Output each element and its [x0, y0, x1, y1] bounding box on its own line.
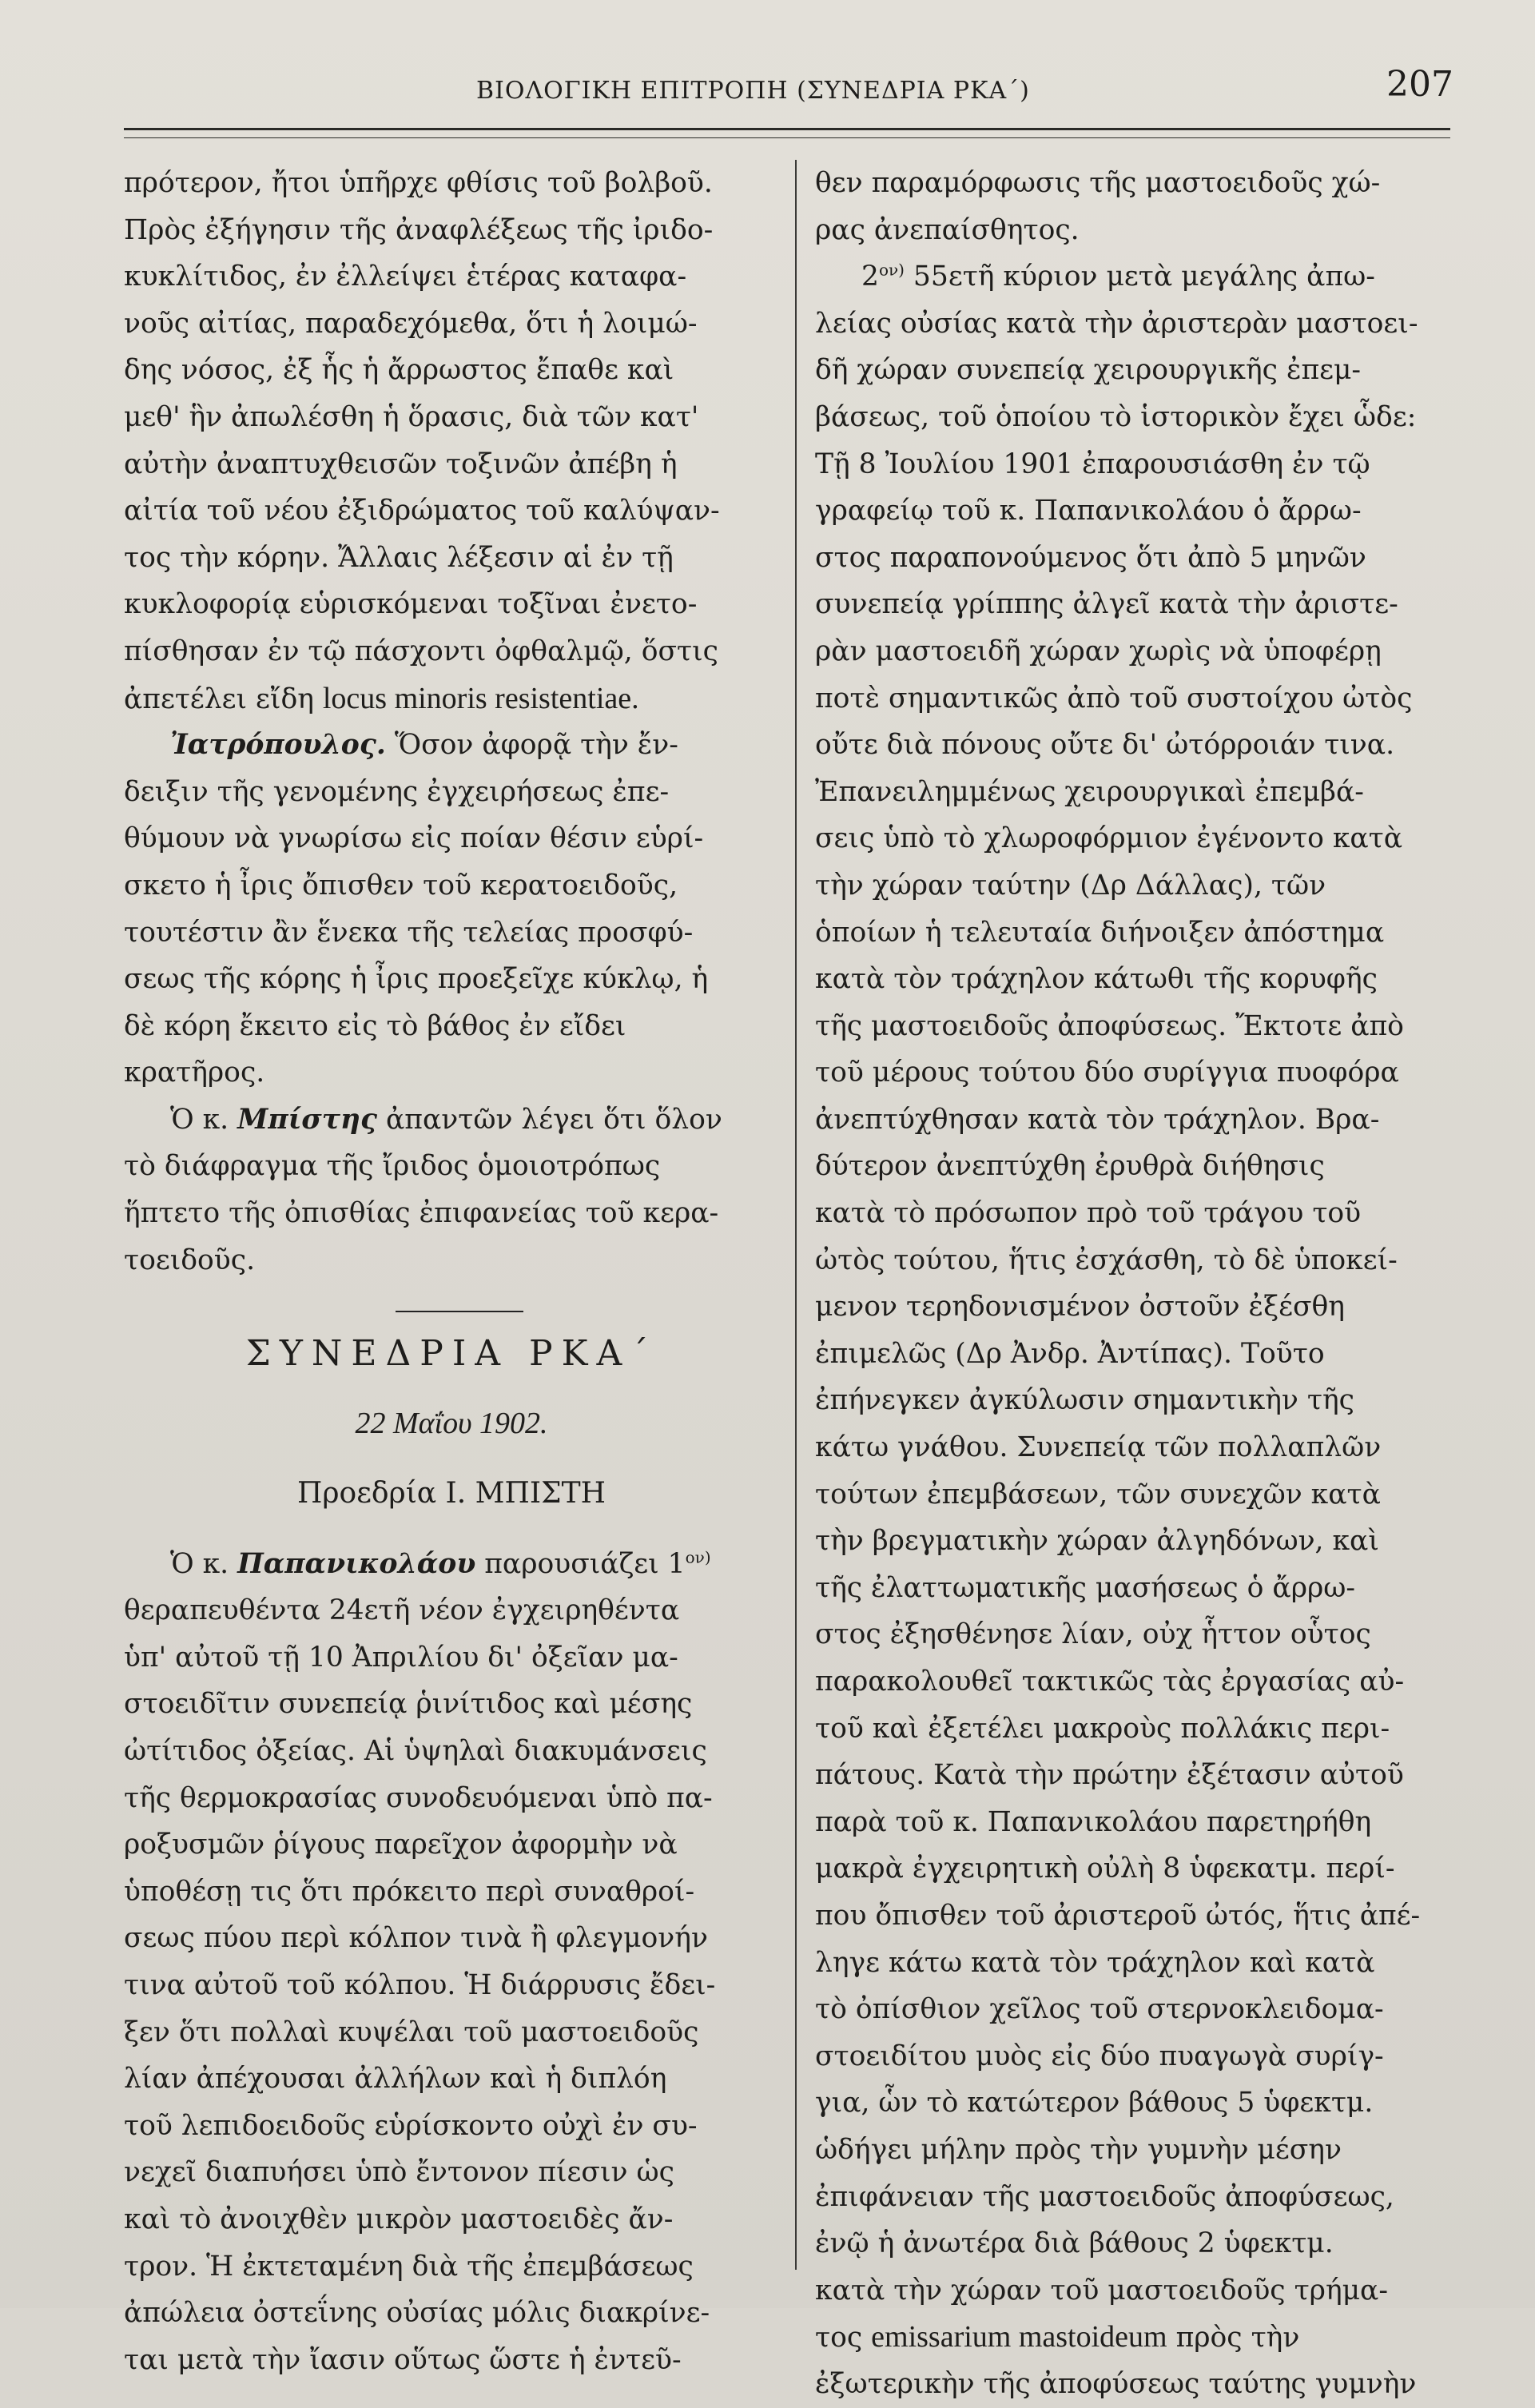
text-line: τοῦ καὶ ἐξετέλει μακροὺς πολλάκις περι-	[815, 1712, 1390, 1745]
text-line: Ἐπανειλημμένως χειρουργικαὶ ἐπεμβά-	[815, 775, 1364, 808]
text-line	[124, 1097, 779, 1144]
text-line: για, ὧν τὸ κατώτερον βάθους 5 ὑφεκτμ.	[815, 2087, 1374, 2119]
text-line: νεχεῖ διαπυήσει ὑπὸ ἔντονον πίεσιν ὡς	[124, 2156, 674, 2189]
text-line: ὠτὸς τούτου, ἥτις ἐσχάσθη, τὸ δὲ ὑποκεί-	[815, 1244, 1398, 1276]
text-line: θύμουν νὰ γνωρίσω εἰς ποίαν θέσιν εὑρί-	[124, 822, 704, 855]
header-rule-thick	[124, 128, 1450, 130]
section-title: ΣΥΝΕΔΡΙΑ ΡΚΑ΄	[245, 1332, 658, 1374]
text-line: λίαν ἀπέχουσαι ἀλλήλων καὶ ἡ διπλόη	[124, 2063, 667, 2096]
text-segment: 55ετῆ κύριον μετὰ μεγάλης ἀπω-	[904, 261, 1375, 293]
text-line: στοειδῖτιν συνεπείᾳ ῥινίτιδος καὶ μέσης	[124, 1688, 693, 1721]
text-line: ξεν ὅτι πολλαὶ κυψέλαι τοῦ μαστοειδοῦς	[124, 2016, 699, 2048]
page-number: 207	[1386, 64, 1453, 105]
header-rule-thin	[124, 137, 1450, 138]
text-line: πίσθησαν ἐν τῷ πάσχοντι ὀφθαλμῷ, ὅστις	[124, 635, 718, 667]
latin-phrase: emissarium mastoideum	[871, 2320, 1167, 2354]
speaker-name: Μπίστης	[237, 1103, 378, 1136]
text-segment: ἀπαντῶν λέγει ὅτι ὅλον	[385, 1103, 722, 1136]
section-date: 22 Μαΐου 1902.	[355, 1407, 548, 1441]
text-segment: τος	[815, 2322, 863, 2354]
text-line: ἐπήνεγκεν ἀγκύλωσιν σημαντικὴν τῆς	[815, 1384, 1354, 1417]
paragraph-iatropoulos	[124, 722, 779, 1097]
latin-phrase: locus minoris resistentiae.	[322, 681, 639, 715]
text-line: συνεπείᾳ γρίππης ἀλγεῖ κατὰ τὴν ἀριστε-	[815, 588, 1398, 621]
text-line	[124, 722, 779, 769]
spacer	[124, 1377, 779, 1400]
text-line: Πρὸς ἐξήγησιν τῆς ἀναφλέξεως τῆς ἰριδο-	[124, 213, 714, 246]
text-line: ληγε κάτω κατὰ τὸν τράχηλον καὶ κατὰ	[815, 1946, 1375, 1979]
text-line: τὴν βρεγματικὴν χώραν ἀλγηδόνων, καὶ	[815, 1525, 1379, 1558]
left-column	[124, 160, 779, 2383]
case-number: 2	[861, 261, 879, 293]
text-line	[815, 2314, 1470, 2361]
text-segment: Ὁ κ.	[170, 1547, 229, 1580]
text-line: λείας οὐσίας κατὰ τὴν ἀριστερὰν μαστοει-	[815, 307, 1418, 340]
text-line: στος ἐξησθένησε λίαν, οὐχ ἧττον οὗτος	[815, 1618, 1371, 1651]
speaker-name: Παπανικολάου	[237, 1547, 476, 1580]
text-line: θεν παραμόρφωσις τῆς μαστοειδοῦς χώ-	[815, 167, 1381, 199]
text-line: κυκλοφορίᾳ εὑρισκόμεναι τοξῖναι ἐνετο-	[124, 588, 698, 621]
text-line: τινα αὐτοῦ τοῦ κόλπου. Ἡ διάρρυσις ἔδει-	[124, 1968, 716, 2001]
text-line: τῆς ἐλαττωματικῆς μασήσεως ὁ ἄρρω-	[815, 1571, 1356, 1604]
text-line: τρον. Ἡ ἐκτεταμένη διὰ τῆς ἐπεμβάσεως	[124, 2250, 694, 2283]
text-segment: πρὸς τὴν	[1175, 2322, 1300, 2354]
text-segment: Ὁ κ.	[170, 1103, 229, 1136]
text-line: τοῦ λεπιδοειδοῦς εὑρίσκοντο οὐχὶ ἐν συ-	[124, 2109, 698, 2142]
text-line: τοῦ μέρους τούτου δύο συρίγγια πυοφόρα	[815, 1057, 1399, 1089]
text-line	[124, 1541, 779, 1588]
text-line: ρὰν μαστοειδῆ χώραν χωρὶς νὰ ὑποφέρῃ	[815, 635, 1382, 667]
text-line: ἐπιμελῶς (Δρ Ἀνδρ. Ἀντίπας). Τοῦτο	[815, 1337, 1325, 1370]
text-line: δειξιν τῆς γενομένης ἐγχειρήσεως ἐπε-	[124, 775, 670, 808]
text-line: ἐξωτερικὴν τῆς ἀποφύσεως ταύτης γυμνὴν	[815, 2367, 1417, 2400]
text-line: παρὰ τοῦ κ. Παπανικολάου παρετηρήθη	[815, 1805, 1372, 1838]
presidency-line: Προεδρία Ι. ΜΠΙΣΤΗ	[296, 1477, 606, 1510]
paragraph-continued	[815, 160, 1470, 253]
text-line: δῆ χώραν συνεπείᾳ χειρουργικῆς ἐπεμ-	[815, 354, 1362, 387]
text-line: τούτων ἐπεμβάσεων, τῶν συνεχῶν κατὰ	[815, 1478, 1381, 1510]
text-line: τὸ ὀπίσθιον χεῖλος τοῦ στερνοκλειδομα-	[815, 1993, 1384, 2026]
text-line: ρας ἀνεπαίσθητος.	[815, 213, 1080, 246]
text-line: μακρὰ ἐγχειρητικὴ οὐλὴ 8 ὑφεκατμ. περί-	[815, 1853, 1395, 1885]
spacer	[124, 1447, 779, 1471]
text-line: Τῇ 8 Ἰουλίου 1901 ἐπαρουσιάσθη ἐν τῷ	[815, 448, 1370, 480]
text-line: νοῦς αἰτίας, παραδεχόμεθα, ὅτι ἡ λοιμώ-	[124, 307, 698, 340]
text-line: τῆς θερμοκρασίας συνοδευόμεναι ὑπὸ πα-	[124, 1781, 713, 1814]
text-line: τοειδοῦς.	[124, 1244, 256, 1276]
text-line: ἥπτετο τῆς ὀπισθίας ἐπιφανείας τοῦ κερα-	[124, 1197, 719, 1230]
text-line	[815, 253, 1470, 301]
text-line: ὑποθέσῃ τις ὅτι πρόκειτο περὶ συναθροί-	[124, 1875, 695, 1908]
running-head: ΒΙΟΛΟΓΙΚΗ ΕΠΙΤΡΟΠΗ (ΣΥΝΕΔΡΙΑ ΡΚΑ΄)	[476, 77, 1030, 105]
text-line: ποτὲ σημαντικῶς ἀπὸ τοῦ συστοίχου ὠτὸς	[815, 682, 1413, 714]
text-line	[124, 675, 779, 722]
text-line: δὲ κόρη ἔκειτο εἰς τὸ βάθος ἐν εἴδει	[124, 1009, 626, 1042]
text-line: ἐπιφάνειαν τῆς μαστοειδοῦς ἀποφύσεως,	[815, 2180, 1394, 2213]
paragraph-case-two	[815, 253, 1470, 2407]
text-line: πρότερον, ἤτοι ὑπῆρχε φθίσις τοῦ βολβοῦ.	[124, 167, 713, 199]
text-line: ὠτίτιδος ὀξείας. Αἱ ὑψηλαὶ διακυμάνσεις	[124, 1735, 707, 1767]
text-line: ται μετὰ τὴν ἴασιν οὕτως ὥστε ἡ ἐντεῦ-	[124, 2343, 682, 2376]
text-line: σεις ὑπὸ τὸ χλωροφόρμιον ἐγένοντο κατὰ	[815, 822, 1403, 855]
text-line: τος τὴν κόρην. Ἄλλαις λέξεσιν αἱ ἐν τῇ	[124, 541, 674, 574]
text-line: κρατῆρος.	[124, 1057, 265, 1089]
text-line: σεως τῆς κόρης ἡ ἶρις προεξεῖχε κύκλῳ, ἡ	[124, 963, 709, 996]
paragraph-papanikolaou	[124, 1541, 779, 2384]
text-line: δύτερον ἀνεπτύχθη ἐρυθρὰ διήθησις	[815, 1150, 1325, 1183]
text-line: που ὄπισθεν τοῦ ἀριστεροῦ ὠτός, ἥτις ἀπέ-	[815, 1899, 1421, 1932]
section-separator-rule	[124, 1284, 779, 1331]
text-line: οὔτε διὰ πόνους οὔτε δι' ὠτόρροιάν τινα.	[815, 729, 1395, 762]
text-line: κυκλίτιδος, ἐν ἐλλείψει ἑτέρας καταφα-	[124, 261, 687, 293]
speaker-name: Ἰατρόπουλος.	[170, 729, 386, 762]
paragraph-continued	[124, 160, 779, 722]
text-line: ὑπ' αὐτοῦ τῇ 10 Ἀπριλίου δι' ὀξεῖαν μα-	[124, 1641, 678, 1674]
text-segment: παρουσιάζει 1	[484, 1547, 686, 1580]
paragraph-bistis	[124, 1097, 779, 1284]
text-line: ροξυσμῶν ῥίγους παρεῖχον ἀφορμὴν νὰ	[124, 1829, 678, 1861]
superscript: ον)	[685, 1547, 711, 1567]
text-line: κάτω γνάθου. Συνεπείᾳ τῶν πολλαπλῶν	[815, 1431, 1382, 1464]
text-line: κατὰ τὴν χώραν τοῦ μαστοειδοῦς τρήμα-	[815, 2274, 1389, 2307]
text-line: αὐτὴν ἀναπτυχθεισῶν τοξινῶν ἀπέβη ἡ	[124, 448, 678, 480]
superscript: ον)	[878, 260, 905, 280]
column-divider	[795, 160, 797, 2270]
text-line: ὁποίων ἡ τελευταία διήνοιξεν ἀπόστημα	[815, 916, 1385, 949]
text-line: σεως πύου περὶ κόλπον τινὰ ἢ φλεγμονήν	[124, 1922, 708, 1955]
text-line: τουτέστιν ἂν ἕνεκα τῆς τελείας προσφύ-	[124, 916, 694, 949]
text-line: θεραπευθέντα 24ετῆ νέον ἐγχειρηθέντα	[124, 1594, 680, 1627]
text-line: ἀπώλεια ὀστεΐνης οὐσίας μόλις διακρίνε-	[124, 2297, 710, 2330]
text-line: αἰτία τοῦ νέου ἐξιδρώματος τοῦ καλύψαν-	[124, 495, 720, 527]
text-segment: ἀπετέλει εἴδη	[124, 683, 314, 715]
right-column	[815, 160, 1470, 2408]
text-line: ἐνῷ ἡ ἀνωτέρα διὰ βάθους 2 ὑφεκτμ.	[815, 2227, 1334, 2260]
text-line: ἀνεπτύχθησαν κατὰ τὸν τράχηλον. Βρα-	[815, 1103, 1380, 1136]
spacer	[124, 1518, 779, 1541]
text-line: βάσεως, τοῦ ὁποίου τὸ ἱστορικὸν ἔχει ὧδε:	[815, 400, 1417, 433]
text-line: στος παραπονούμενος ὅτι ἀπὸ 5 μηνῶν	[815, 541, 1366, 574]
text-line: σκετο ἡ ἶρις ὄπισθεν τοῦ κερατοειδοῦς,	[124, 869, 678, 902]
text-line: μεθ' ἣν ἀπωλέσθη ἡ ὅρασις, διὰ τῶν κατ'	[124, 400, 699, 433]
text-line: κατὰ τὸ πρόσωπον πρὸ τοῦ τράγου τοῦ	[815, 1197, 1362, 1230]
text-line: τὸ διάφραγμα τῆς ἴριδος ὁμοιοτρόπως	[124, 1150, 661, 1183]
text-line: γραφείῳ τοῦ κ. Παπανικολάου ὁ ἄρρω-	[815, 495, 1362, 527]
text-line: κατὰ τὸν τράχηλον κάτωθι τῆς κορυφῆς	[815, 963, 1378, 996]
text-line: παρακολουθεῖ τακτικῶς τὰς ἐργασίας αὐ-	[815, 1666, 1405, 1698]
text-line: ὡδήγει μήλην πρὸς τὴν γυμνὴν μέσην	[815, 2133, 1342, 2166]
text-line: πάτους. Κατὰ τὴν πρώτην ἐξέτασιν αὐτοῦ	[815, 1759, 1404, 1792]
text-segment: Ὅσον ἀφορᾷ τὴν ἔν-	[394, 729, 678, 762]
text-line: μενον τερηδονισμένον ὀστοῦν ἐξέσθη	[815, 1291, 1345, 1323]
text-line: στοειδίτου μυὸς εἰς δύο πυαγωγὰ συρίγ-	[815, 2040, 1384, 2072]
text-line: δης νόσος, ἐξ ἧς ἡ ἄρρωστος ἔπαθε καὶ	[124, 354, 674, 387]
text-line: τὴν χώραν ταύτην (Δρ Δάλλας), τῶν	[815, 869, 1326, 902]
text-line: καὶ τὸ ἀνοιχθὲν μικρὸν μαστοειδὲς ἄν-	[124, 2203, 674, 2235]
text-line: τῆς μαστοειδοῦς ἀποφύσεως. Ἔκτοτε ἀπὸ	[815, 1009, 1404, 1042]
